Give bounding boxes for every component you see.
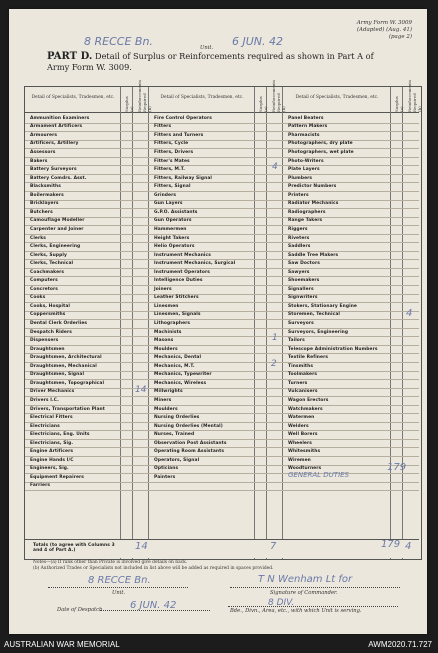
- table-row: Concretors: [30, 286, 59, 292]
- part-description: Detail of Surplus or Reinforcements required as shown in Part A of Army Form W. 3009.: [47, 51, 374, 72]
- table-row: Plate Layers: [288, 167, 320, 173]
- row-rule: [25, 465, 419, 466]
- column-divider: [133, 87, 149, 559]
- column-header-reinforcements: Reinforcements Required (b): [407, 79, 422, 112]
- table-row: Assessors: [30, 150, 56, 155]
- archive-caption: [0, 638, 438, 653]
- row-rule: [25, 276, 419, 277]
- table-row: Surveyors, Engineering: [288, 329, 349, 335]
- table-row: Cooks, Hospital: [30, 303, 71, 309]
- table-row: Electrical Fitters: [30, 415, 73, 421]
- row-rule: [25, 396, 419, 397]
- table-row: Nursing Orderlies (Mental): [154, 423, 223, 429]
- table-row: Hammermen: [154, 226, 187, 232]
- table-row: Driver Mechanics: [30, 389, 75, 395]
- table-row: Wheelers: [288, 440, 312, 446]
- table-row: Saddlers: [288, 244, 311, 250]
- table-row: Joiners: [154, 286, 172, 292]
- bde-line: [228, 606, 398, 607]
- table-row: Linesmen, Signals: [154, 312, 201, 318]
- table-row: Drivers, Transportation Plant: [30, 406, 105, 412]
- total-col3-reinforcements: 4: [405, 541, 412, 552]
- table-row: Signallers: [288, 286, 314, 292]
- table-row: Operators, Signal: [154, 457, 200, 463]
- despatch-label: Date of Despatch: [57, 607, 103, 613]
- table-row: Grinders: [154, 192, 177, 198]
- column-header-surplus: Surplus (a): [394, 96, 404, 112]
- table-row: Operating Room Assistants: [154, 449, 225, 455]
- table-row: Moulders: [154, 406, 178, 412]
- table-row: Nurses, Trained: [154, 432, 195, 438]
- table-row: Coachmakers: [30, 269, 65, 275]
- table-row: Armament Artificers: [30, 124, 83, 130]
- table-row: Carpenter and Joiner: [30, 226, 84, 232]
- total-col2-reinforcements: 7: [270, 541, 277, 552]
- column-divider: [391, 87, 403, 559]
- table-row: Mechanics, Typewriter: [154, 372, 212, 378]
- table-row: Fitters, Railway Signal: [154, 175, 212, 181]
- table-row: G.P.O. Assistants: [154, 209, 198, 215]
- table-row: Coppersmiths: [30, 312, 66, 318]
- table-row: Miners: [154, 397, 172, 403]
- table-row: Observation Post Assistants: [154, 440, 227, 446]
- row-rule: [25, 336, 419, 337]
- column-header-detail: Detail of Specialists, Tradesmen, etc.: [160, 95, 244, 100]
- table-row: Radiator Mechanics: [288, 201, 339, 207]
- table-row: Instrument Mechanics, Surgical: [154, 261, 236, 267]
- row-rule: [25, 302, 419, 303]
- column-divider: [255, 87, 267, 559]
- table-row: Battery Surveyors: [30, 167, 77, 173]
- table-row: Riveters: [288, 235, 310, 241]
- table-row: Height Takers: [154, 235, 190, 241]
- row-rule: [25, 165, 419, 166]
- totals-label: Totals (to agree with Columns 3 and 4 of Part A.): [33, 543, 115, 553]
- table-row: Mechanics, Wireless: [154, 380, 207, 386]
- table-row: Welders: [288, 423, 309, 429]
- table-row: Tailors: [288, 338, 305, 344]
- table-row: Cooks: [30, 295, 46, 301]
- row-rule: [25, 328, 419, 329]
- table-row: Despatch Riders: [30, 329, 72, 335]
- table-row: Pharmacists: [288, 132, 320, 138]
- specialists-table: [24, 79, 422, 560]
- table-row: Pattern Makers: [288, 124, 328, 130]
- row-rule: [25, 285, 419, 286]
- table-row: Radiographers: [288, 209, 326, 215]
- table-row: Bakers: [30, 158, 48, 164]
- table-row: Sawyers: [288, 269, 310, 275]
- table-row: Photographers, dry plate: [288, 141, 353, 147]
- table-row: Camouflage Modeller: [30, 218, 85, 224]
- table-row: Woodturners: [288, 466, 322, 472]
- table-row: Fitters and Turners: [154, 132, 204, 138]
- notes: [33, 560, 273, 572]
- division-handwritten: 8 DIV.: [268, 598, 295, 608]
- column-header-reinforcements: Reinforcements Required (b): [271, 79, 286, 112]
- form-ref-line1: Army Form W. 3009: [356, 20, 412, 26]
- table-row: Armourers: [30, 132, 58, 138]
- table-row: Printers: [288, 192, 309, 198]
- row-rule: [25, 182, 419, 183]
- table-row: Machinists: [154, 329, 182, 335]
- table-row: Clerks: [30, 235, 47, 241]
- table-row: Stokers, Stationary Engine: [288, 303, 357, 309]
- part-label: PART D.: [47, 51, 93, 62]
- table-row: Predictor Numbers: [288, 184, 337, 190]
- table-row: Painters: [154, 474, 176, 480]
- form-ref-line3: (page 2): [388, 34, 412, 40]
- row-rule: [25, 388, 419, 389]
- table-row: Leather Stitchers: [154, 295, 199, 301]
- table-row: Shoemakers: [288, 278, 320, 284]
- table-row: Fitters, Drivers: [154, 150, 194, 155]
- caption-institution: AUSTRALIAN WAR MEMORIAL: [4, 640, 120, 649]
- table-row: Engine Hands I/C: [30, 457, 74, 463]
- row-rule: [25, 482, 419, 483]
- entry-fitters-mt: 4: [272, 162, 278, 173]
- table-row: Fitters, Signal: [154, 184, 191, 190]
- row-rule: [25, 123, 419, 124]
- column-header-reinforcements: Reinforcements Required (b): [137, 79, 152, 112]
- date-handwritten-top: 6 JUN. 42: [232, 35, 284, 48]
- table-row: Bricklayers: [30, 201, 59, 207]
- table-row: Turners: [288, 380, 308, 386]
- table-row: Saw Doctors: [288, 261, 320, 267]
- table-row: Telescope Administration Numbers: [288, 346, 378, 352]
- table-row: Dispensers: [30, 338, 59, 344]
- column-header-surplus: Surplus (a): [124, 96, 134, 112]
- caption-accession: AWM2020.71.727: [368, 640, 432, 649]
- table-row: Masons: [154, 338, 174, 344]
- row-rule: [25, 456, 419, 457]
- table-row: Signwriters: [288, 295, 318, 301]
- row-rule: [25, 268, 419, 269]
- table-row: Surveyors: [288, 321, 314, 326]
- column-divider: [121, 87, 133, 559]
- table-row: Fitters, Cycle: [154, 141, 189, 147]
- row-rule: [25, 157, 419, 158]
- table-row: Vulcanisers: [288, 389, 318, 395]
- table-row: Instrument Mechanics: [154, 252, 211, 258]
- table-row: Electricians: [30, 423, 60, 429]
- table-row: Textile Refiners: [288, 355, 329, 361]
- row-rule: [25, 225, 419, 226]
- row-rule: [25, 473, 419, 474]
- table-row: Well Borers: [288, 432, 318, 438]
- column-header-detail: Detail of Specialists, Tradesmen, etc.: [295, 95, 379, 100]
- entry-masons: 1: [272, 333, 278, 344]
- date-handwritten-bottom: 6 JUN. 42: [130, 600, 177, 611]
- column-divider: [267, 87, 283, 559]
- table-row: Nursing Orderlies: [154, 415, 200, 421]
- table-row: Computers: [30, 278, 58, 284]
- table-row: Draughtsmen: [30, 346, 65, 352]
- table-row: Instrument Operators: [154, 269, 210, 275]
- part-d-title: [47, 51, 377, 73]
- row-rule: [25, 234, 419, 235]
- row-rule: [25, 131, 419, 132]
- table-row: Electricians, Eng. Units: [30, 432, 90, 438]
- table-row: Mechanics, Dental: [154, 355, 202, 361]
- table-row: Gun Layers: [154, 201, 183, 207]
- table-row: Plumbers: [288, 175, 313, 181]
- table-row: Electricians, Sig.: [30, 440, 74, 446]
- table-row: Moulders: [154, 346, 178, 352]
- table-row: Millwrights: [154, 389, 183, 395]
- total-col1-reinforcements: 14: [135, 541, 148, 552]
- table-row: Range Takers: [288, 218, 323, 224]
- row-rule: [25, 371, 419, 372]
- table-row: Fitters: [154, 124, 172, 130]
- table-row: Draughtsmen, Topographical: [30, 380, 105, 386]
- table-row: Drivers I.C.: [30, 397, 59, 403]
- table-row: Draughtsmen, Mechanical: [30, 363, 97, 369]
- row-rule: [25, 200, 419, 201]
- entry-general-duties-number: 179: [387, 461, 407, 473]
- note-b: (b) Authorized Trades or Specialists not included in list above will be added as required in spaces provided.: [33, 566, 274, 571]
- table-row: Dental Clerk Orderlies: [30, 321, 88, 326]
- table-row: Helio Operators: [154, 244, 195, 250]
- row-rule: [25, 311, 419, 312]
- table-row: Photographers, wet plate: [288, 150, 354, 155]
- table-row: Fitters, M.T.: [154, 167, 185, 173]
- row-rule: [25, 413, 419, 414]
- row-rule: [25, 251, 419, 252]
- table-row: Farriers: [30, 483, 51, 489]
- table-row: Clerks, Technical: [30, 261, 74, 267]
- bde-label: Bde., Divn., Area, etc., with which Unit is serving.: [230, 608, 362, 614]
- table-row: Photo-Writers: [288, 158, 324, 164]
- row-rule: [25, 191, 419, 192]
- table-row: Toolmakers: [288, 372, 318, 378]
- table-row: Draughtsmen, Signal: [30, 372, 85, 378]
- unit-handwritten-bottom: 8 RECCE Bn.: [88, 575, 151, 586]
- table-row: Wagon Erectors: [288, 397, 329, 403]
- table-row: Storemen, Technical: [288, 312, 341, 318]
- table-row: Watchmakers: [288, 406, 323, 412]
- despatch-line: [100, 610, 210, 611]
- unit-line: [48, 587, 188, 588]
- entry-storemen-technical: 4: [406, 307, 413, 319]
- table-row: Fire Control Operators: [154, 115, 212, 121]
- table-row: Opticians: [154, 466, 179, 472]
- entry-general-duties: GENERAL DUTIES: [288, 471, 350, 480]
- table-row: Engine Artificers: [30, 449, 74, 455]
- row-rule: [25, 140, 419, 141]
- form-ref-line2: (Adapted) (Aug. 41): [356, 27, 412, 33]
- table-row: Clerks, Supply: [30, 252, 67, 258]
- table-row: Wiremen: [288, 457, 311, 463]
- row-rule: [25, 242, 419, 243]
- total-col3-surplus: 179: [381, 539, 401, 550]
- table-row: Draughtsmen, Architectural: [30, 355, 102, 361]
- table-row: Tinsmiths: [288, 363, 314, 369]
- unit-label: Unit.: [200, 45, 214, 51]
- column-header-detail: Detail of Specialists, Tradesmen, etc.: [31, 95, 115, 100]
- table-row: Whitesmiths: [288, 449, 321, 455]
- table-row: Butchers: [30, 209, 53, 215]
- table-row: Mechanics, M.T.: [154, 363, 195, 369]
- form-reference: [357, 20, 412, 41]
- entry-driver-mechanics: 14: [135, 384, 147, 395]
- table-row: Blacksmiths: [30, 184, 61, 190]
- commander-signature: T N Wenham Lt for: [258, 574, 353, 585]
- table-row: Watermen: [288, 415, 315, 421]
- table-row: Gun Operators: [154, 218, 192, 224]
- row-rule: [25, 148, 419, 149]
- table-row: Engineers, Sig.: [30, 466, 69, 472]
- table-row: Boilermakers: [30, 192, 64, 198]
- table-row: Panel Beaters: [288, 115, 324, 121]
- table-row: Equipment Repairers: [30, 474, 85, 480]
- table-row: Clerks, Engineering: [30, 244, 81, 250]
- row-rule: [25, 208, 419, 209]
- unit-footer-label: Unit.: [112, 590, 126, 596]
- row-rule: [25, 294, 419, 295]
- table-row: Saddle Tree Makers: [288, 252, 339, 258]
- table-row: Riggers: [288, 226, 308, 232]
- signature-line: [230, 587, 400, 588]
- table-row: Intelligence Duties: [154, 278, 203, 284]
- table-row: Battery Comdrs. Asst.: [30, 175, 87, 181]
- entry-mechanics-mt: 2: [271, 358, 277, 369]
- column-header-surplus: Surplus (a): [258, 96, 268, 112]
- table-row: Linesmen: [154, 303, 179, 309]
- table-row: Ammunition Examiners: [30, 115, 90, 121]
- table-row: Fitter's Mates: [154, 158, 190, 164]
- unit-handwritten-top: 8 RECCE Bn.: [84, 35, 153, 48]
- table-row: Artificers, Artillery: [30, 141, 79, 147]
- note-a: Notes—(a) If rank other than Private is involved give details on back.: [33, 560, 188, 565]
- signature-label: Signature of Commander.: [270, 590, 338, 596]
- table-row: Lithographers: [154, 321, 191, 326]
- row-rule: [25, 490, 419, 491]
